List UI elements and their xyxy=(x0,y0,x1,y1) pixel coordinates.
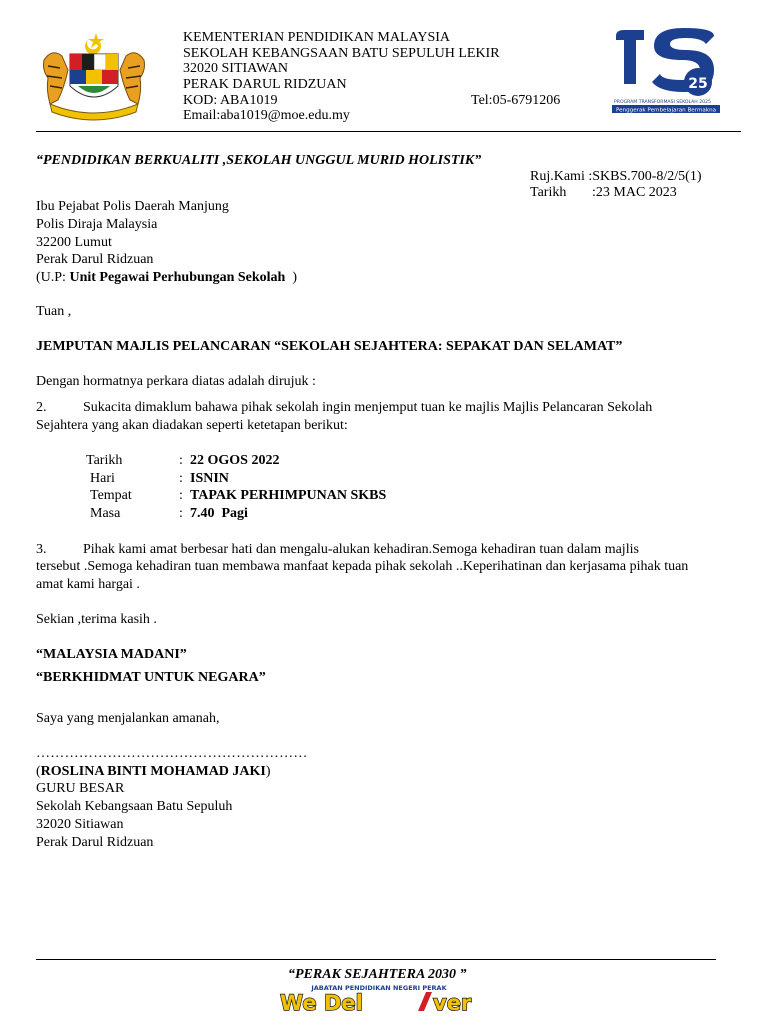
recipient-line: Polis Diraja Malaysia xyxy=(36,217,158,232)
detail-colon: : xyxy=(179,506,183,521)
intro-paragraph: Dengan hormatnya perkara diatas adalah dirujuk : xyxy=(36,374,316,389)
malaysia-coat-of-arms-icon xyxy=(38,30,150,122)
reference-date-value: :23 MAC 2023 xyxy=(592,185,677,200)
header-divider xyxy=(36,131,741,132)
ts25-logo xyxy=(610,26,722,114)
recipient-attention: (U.P: Unit Pegawai Perhubungan Sekolah ) xyxy=(36,270,297,285)
jpn-perak-text: JABATAN PENDIDIKAN NEGERI PERAK xyxy=(311,984,447,992)
paragraph-3-line: amat kami hargai . xyxy=(36,577,140,592)
slogan-berkhidmat: “BERKHIDMAT UNTUK NEGARA” xyxy=(36,670,266,685)
header-ministry: KEMENTERIAN PENDIDIKAN MALAYSIA xyxy=(183,30,451,45)
header-postcode-city: 32020 SITIAWAN xyxy=(183,61,289,76)
ver-text: ver xyxy=(433,991,472,1013)
ts25-program-text: PROGRAM TRANSFORMASI SEKOLAH 2025 xyxy=(614,100,711,105)
signatory-address-line: Perak Darul Ridzuan xyxy=(36,835,154,850)
closing-remark: Sekian ,terima kasih . xyxy=(36,612,157,627)
header-telephone: Tel:05-6791206 xyxy=(471,93,561,108)
paragraph-3-number: 3. xyxy=(36,542,47,557)
signatory-title: GURU BESAR xyxy=(36,781,125,796)
footer-divider xyxy=(36,959,716,960)
detail-label: Tarikh xyxy=(86,453,123,468)
school-motto: “PENDIDIKAN BERKUALITI ,SEKOLAH UNGGUL MURID HOLISTIK” xyxy=(36,153,482,168)
red-slash-mark xyxy=(418,992,432,1011)
detail-value: TAPAK PERHIMPUNAN SKBS xyxy=(190,488,387,503)
recipient-line: 32200 Lumut xyxy=(36,235,112,250)
recipient-line: Ibu Pejabat Polis Daerah Manjung xyxy=(36,199,229,214)
paragraph-2-number: 2. xyxy=(36,400,47,415)
header-school-name: SEKOLAH KEBANGSAAN BATU SEPULUH LEKIR xyxy=(183,46,500,61)
header-email: Email:aba1019@moe.edu.my xyxy=(183,108,350,123)
signatory-address-line: Sekolah Kebangsaan Batu Sepuluh xyxy=(36,799,233,814)
ts25-tagline-text: Penggerak Pembelajaran Bermakna xyxy=(615,107,717,114)
signature-line: ………………………………………………… xyxy=(36,746,308,761)
footer-slogan: “PERAK SEJAHTERA 2030 ” xyxy=(288,967,467,982)
detail-colon: : xyxy=(179,488,183,503)
reference-number: Ruj.Kami :SKBS.700-8/2/5(1) xyxy=(530,169,702,184)
detail-value: ISNIN xyxy=(190,471,229,486)
header-school-code: KOD: ABA1019 xyxy=(183,93,278,108)
recipient-attention-unit: Unit Pegawai Perhubungan Sekolah xyxy=(69,270,286,285)
detail-value: 7.40 Pagi xyxy=(190,506,248,521)
paragraph-3-line: tersebut .Semoga kehadiran tuan membawa manfaat kepada pihak sekolah ..Keperihatinan dan kerjasama pihak tuan xyxy=(36,559,689,574)
paragraph-3-line: Pihak kami amat berbesar hati dan mengalu-alukan kehadiran.Semoga kehadiran tuan dalam majlis xyxy=(83,542,639,557)
detail-colon: : xyxy=(179,453,183,468)
recipient-line: Perak Darul Ridzuan xyxy=(36,252,154,267)
detail-value: 22 OGOS 2022 xyxy=(190,453,280,468)
signatory-name: (ROSLINA BINTI MOHAMAD JAKI) xyxy=(36,764,271,779)
header-state: PERAK DARUL RIDZUAN xyxy=(183,77,347,92)
letter-subject: JEMPUTAN MAJLIS PELANCARAN “SEKOLAH SEJAHTERA: SEPAKAT DAN SELAMAT” xyxy=(36,339,623,354)
slogan-malaysia-madani: “MALAYSIA MADANI” xyxy=(36,647,187,662)
we-del-text: We Del xyxy=(280,991,363,1013)
detail-label: Hari xyxy=(90,471,115,486)
ts25-number: 25 xyxy=(688,76,708,92)
paragraph-2-line: Sejahtera yang akan diadakan seperti ketetapan berikut: xyxy=(36,418,348,433)
paragraph-2-line: Sukacita dimaklum bahawa pihak sekolah ingin menjemput tuan ke majlis Majlis Pelancaran Sekolah xyxy=(83,400,653,415)
signatory-address-line: 32020 Sitiawan xyxy=(36,817,124,832)
detail-label: Masa xyxy=(90,506,121,521)
we-deliver-logo xyxy=(276,983,482,1013)
reference-date-label: Tarikh xyxy=(530,185,567,200)
trust-statement: Saya yang menjalankan amanah, xyxy=(36,711,220,726)
salutation: Tuan , xyxy=(36,304,72,319)
detail-label: Tempat xyxy=(90,488,132,503)
detail-colon: : xyxy=(179,471,183,486)
